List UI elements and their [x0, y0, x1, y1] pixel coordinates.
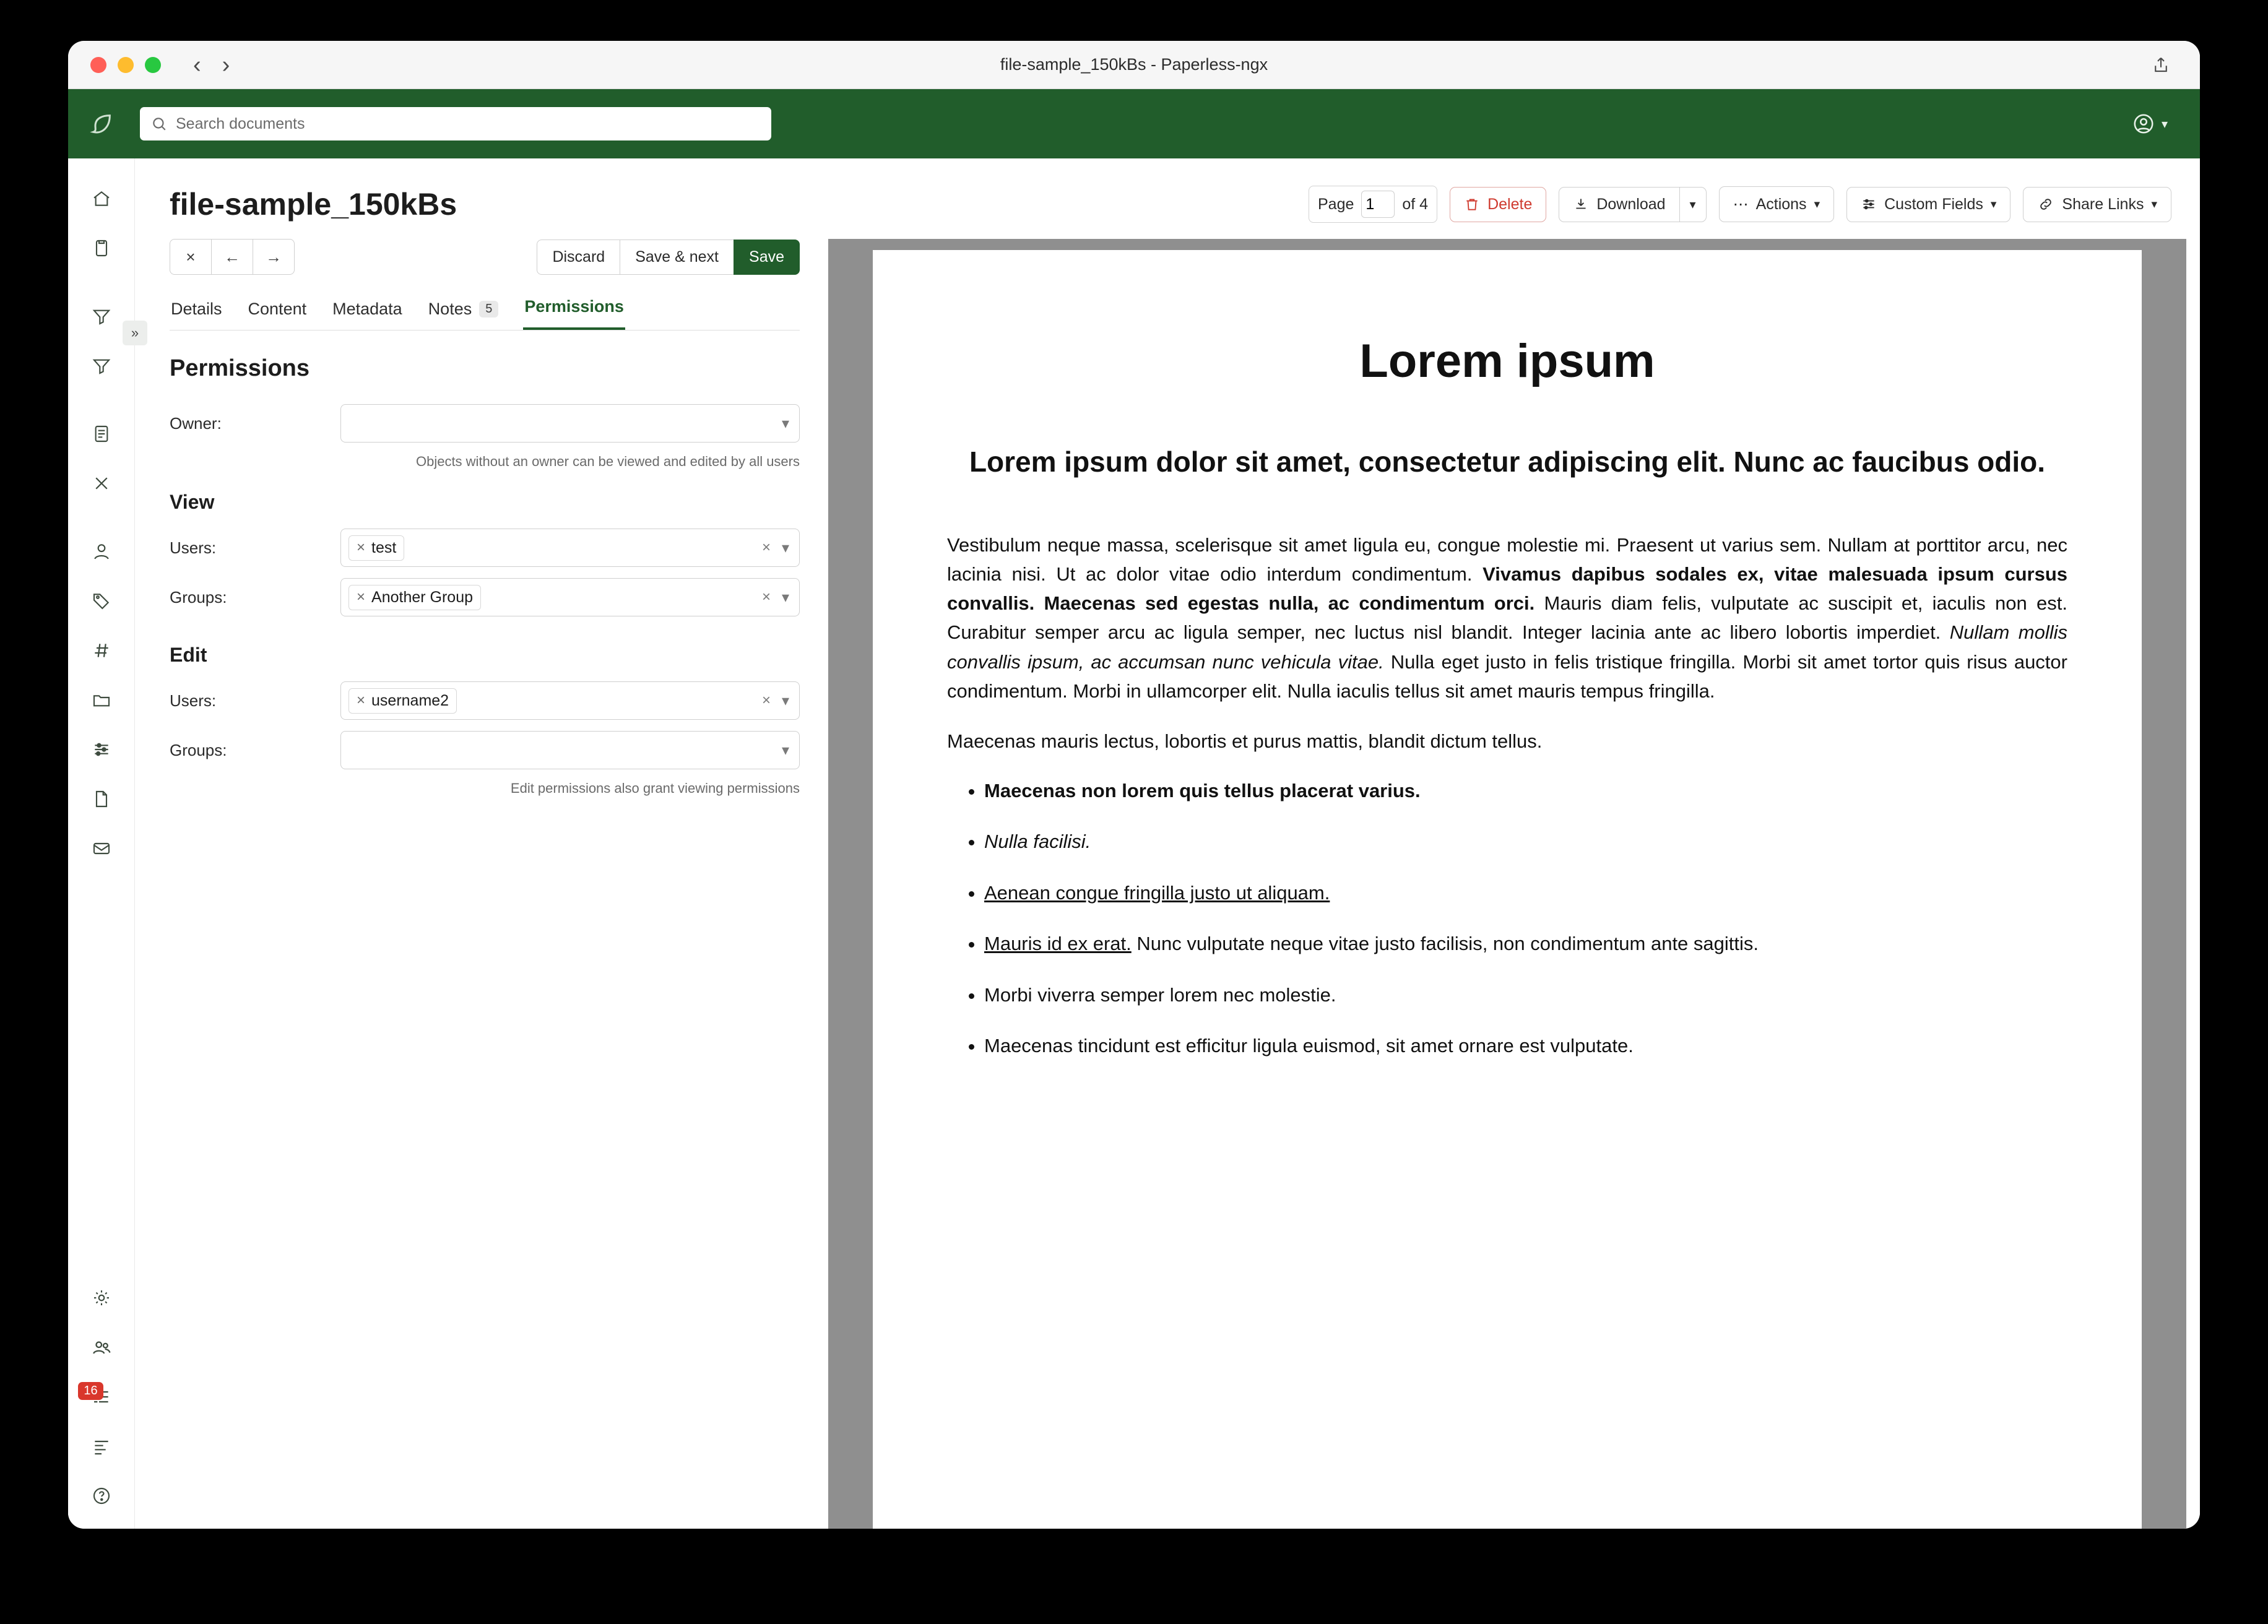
- sidebar-item-documentation[interactable]: [85, 1479, 118, 1513]
- view-users-select[interactable]: [340, 529, 800, 567]
- documents-icon: [92, 238, 111, 258]
- funnel-outline-icon: [92, 356, 111, 376]
- save-button-group: [537, 240, 800, 275]
- next-document-button[interactable]: →: [253, 239, 295, 275]
- chevron-down-icon[interactable]: ▾: [781, 415, 789, 432]
- p1-part-b: Mauris diam felis, vulputate ac suscipit et, iaculis non est. Curabitur semper arcu ac ligula semper, nec luctus nisl blandit. Integer lacinia ante ac libero lobortis imperdiet.: [947, 592, 2067, 644]
- document-edit-panel: [135, 239, 828, 1529]
- document-preview[interactable]: [828, 239, 2186, 1529]
- sidebar-expand-button[interactable]: »: [123, 321, 147, 345]
- bullet-text: Aenean congue fringilla justo ut aliquam.: [984, 881, 1330, 904]
- close-document-button[interactable]: ×: [170, 239, 212, 275]
- page-total-label: of 4: [1402, 195, 1429, 213]
- list-item: [984, 981, 2067, 1010]
- clear-icon[interactable]: ×: [761, 589, 771, 605]
- chevron-down-icon[interactable]: ▾: [781, 589, 789, 606]
- owner-label: Owner:: [170, 413, 222, 433]
- back-icon[interactable]: ‹: [193, 51, 201, 78]
- chevron-down-icon: ▾: [1814, 197, 1820, 211]
- folder-icon: [92, 690, 111, 710]
- tab-details-label: Details: [171, 300, 222, 318]
- tab-content[interactable]: [247, 296, 308, 330]
- bullet-text: Morbi viverra semper lorem nec molestie.: [984, 983, 1336, 1006]
- owner-select[interactable]: [340, 404, 800, 443]
- sliders-icon: [1861, 196, 1877, 212]
- view-groups-select[interactable]: [340, 578, 800, 616]
- view-users-label: Users:: [170, 538, 217, 557]
- sidebar-item-documents[interactable]: [85, 231, 118, 265]
- list-item: [984, 879, 2067, 908]
- page-title: file-sample_150kBs: [170, 187, 457, 222]
- list-item: [984, 930, 2067, 959]
- chip-label: username2: [371, 691, 449, 709]
- view-groups-label: Groups:: [170, 587, 227, 607]
- preview-paragraph-2: Maecenas mauris lectus, lobortis et purus mattis, blandit dictum tellus.: [947, 730, 1543, 752]
- window-controls[interactable]: [90, 57, 161, 73]
- custom-fields-button[interactable]: [1846, 187, 2010, 222]
- sidebar-item-filter[interactable]: [85, 349, 118, 382]
- title-bar: [68, 41, 2200, 89]
- people-icon: [91, 1337, 112, 1358]
- chip-remove-icon[interactable]: ×: [357, 589, 366, 605]
- list-item: [984, 827, 2067, 857]
- p1-bold: Vivamus dapibus sodales ex, vitae malesuada ipsum cursus convallis. Maecenas sed egestas nulla, ac condimentum orci.: [947, 563, 2068, 615]
- window-title: file-sample_150kBs - Paperless-ngx: [1000, 55, 1268, 74]
- envelope-icon: [92, 839, 111, 858]
- edit-groups-row: [170, 731, 800, 769]
- edit-helper-text: Edit permissions also grant viewing permissions: [510, 780, 800, 796]
- delete-label: Delete: [1487, 195, 1533, 213]
- notes-count-badge: 5: [479, 301, 498, 317]
- paperless-leaf-icon[interactable]: [68, 111, 135, 136]
- sidebar-item-saved-views[interactable]: [85, 300, 118, 333]
- p1-part-a: Vestibulum neque massa, scelerisque sit amet ligula eu, congue molestie mi. Praesent ut varius sem. Nullam at porttitor arcu, nec lacinia nisi. Ut ac dolor vitae odio interdum condimentum.: [947, 534, 2067, 585]
- edit-groups-label: Groups:: [170, 740, 227, 759]
- main-region: [135, 158, 2200, 1529]
- sidebar-item-file-tasks[interactable]: [85, 782, 118, 816]
- chip-view-user[interactable]: [348, 535, 404, 561]
- bullet-text: Nulla facilisi.: [984, 831, 1091, 853]
- close-icon: [92, 474, 111, 493]
- sidebar-rail: [68, 158, 139, 1529]
- file-earmark-icon: [92, 789, 111, 809]
- file-text-icon: [92, 424, 111, 444]
- home-icon: [92, 189, 111, 209]
- chip-remove-icon[interactable]: ×: [357, 539, 366, 556]
- share-links-button[interactable]: [2023, 187, 2171, 222]
- chevron-down-icon[interactable]: ▾: [781, 539, 789, 556]
- edit-users-row: [170, 681, 800, 720]
- tab-notes[interactable]: [427, 296, 500, 330]
- share-links-label: Share Links: [2062, 195, 2144, 213]
- view-groups-controls[interactable]: [762, 589, 792, 607]
- download-dropdown-toggle[interactable]: [1679, 187, 1707, 222]
- sidebar-item-close-document[interactable]: [85, 467, 118, 500]
- edit-users-select[interactable]: [340, 681, 800, 720]
- edit-heading: Edit: [170, 644, 207, 666]
- list-item: [984, 777, 2067, 806]
- chevron-down-icon[interactable]: ▾: [781, 741, 789, 759]
- chevron-down-icon: ▾: [1689, 197, 1696, 212]
- custom-fields-label: Custom Fields: [1884, 195, 1983, 213]
- list-item: [984, 1032, 2067, 1061]
- gear-icon: [92, 1288, 111, 1308]
- pdf-page: [873, 250, 2142, 1529]
- tasks-badge: 16: [78, 1382, 103, 1400]
- close-window-button[interactable]: [90, 57, 106, 73]
- sidebar-item-correspondents[interactable]: [85, 535, 118, 568]
- previous-document-button[interactable]: ←: [211, 239, 253, 275]
- sidebar-item-users-groups[interactable]: [85, 1331, 118, 1364]
- document-nav-buttons: [170, 239, 295, 275]
- document-header: [135, 158, 2200, 223]
- bullet-text-rest: Nunc vulputate neque vitae justo facilisis, non condimentum ante sagittis.: [1131, 933, 1759, 955]
- owner-helper-text: Objects without an owner can be viewed and edited by all users: [415, 454, 800, 469]
- page-label: Page: [1317, 195, 1354, 213]
- chip-edit-user[interactable]: [348, 688, 457, 714]
- bullet-text: Maecenas non lorem quis tellus placerat varius.: [984, 779, 1421, 801]
- p1-part-c: Nulla eget justo in felis tristique fringilla. Morbi sit amet tortor quis risus auctor condimentum. Morbi in ullamcorper elit. Nulla iaculis tellus sit amet mauris tempus fringilla.: [947, 650, 2067, 702]
- page-number-input[interactable]: [1361, 191, 1395, 218]
- sidebar-item-dashboard[interactable]: [85, 182, 118, 215]
- view-users-row: [170, 529, 800, 567]
- save-and-next-button[interactable]: Save & next: [620, 240, 734, 275]
- chip-label: Another Group: [371, 588, 474, 606]
- actions-label: Actions: [1755, 195, 1807, 213]
- app-body: [68, 158, 2200, 1529]
- user-menu[interactable]: [2132, 112, 2168, 136]
- p1-italic: Nullam mollis convallis ipsum, ac accumsan nunc vehicula vitae.: [947, 621, 2067, 673]
- sidebar-item-document-types[interactable]: [85, 634, 118, 667]
- sidebar-item-open-document[interactable]: [85, 417, 118, 451]
- search-placeholder: Search documents: [176, 114, 305, 132]
- delete-button[interactable]: [1450, 187, 1546, 222]
- view-groups-row: [170, 578, 800, 616]
- preview-paragraph-1: [947, 530, 2067, 706]
- tab-details[interactable]: [170, 296, 223, 330]
- permissions-heading: Permissions: [170, 355, 309, 381]
- chip-view-group[interactable]: [348, 585, 481, 610]
- preview-bullet-list: [947, 777, 2067, 1061]
- actions-button[interactable]: [1719, 186, 1835, 222]
- sidebar-item-tags[interactable]: [85, 584, 118, 618]
- sidebar-item-settings[interactable]: [85, 1281, 118, 1315]
- hash-icon: [92, 641, 111, 660]
- editor-action-row: [170, 239, 800, 275]
- app-window: [68, 41, 2200, 1529]
- download-label: Download: [1596, 195, 1666, 213]
- page-selector[interactable]: [1309, 186, 1437, 223]
- bullet-text: Maecenas tincidunt est efficitur ligula euismod, sit amet ornare est vulputate.: [984, 1035, 1634, 1057]
- preview-title: Lorem ipsum: [1359, 335, 1655, 387]
- search-icon: [151, 116, 167, 132]
- tab-metadata-label: Metadata: [332, 300, 402, 318]
- chevron-down-icon: ▾: [1990, 197, 1997, 211]
- tab-content-label: Content: [248, 300, 307, 318]
- bullet-text-underline: Mauris id ex erat.: [984, 933, 1132, 955]
- tab-notes-label: Notes: [428, 300, 472, 318]
- save-button[interactable]: Save: [734, 240, 800, 275]
- preview-subtitle: Lorem ipsum dolor sit amet, consectetur adipiscing elit. Nunc ac faucibus odio.: [969, 446, 2046, 478]
- sidebar-item-logs[interactable]: [85, 1430, 118, 1463]
- download-icon: [1573, 196, 1589, 212]
- download-split-button[interactable]: [1559, 187, 1706, 222]
- trash-icon: [1464, 196, 1480, 212]
- edit-users-controls[interactable]: [762, 692, 792, 710]
- chip-remove-icon[interactable]: ×: [357, 692, 366, 709]
- app-header: [68, 89, 2200, 158]
- tab-permissions[interactable]: [523, 293, 625, 330]
- edit-groups-select[interactable]: [340, 731, 800, 769]
- ellipsis-icon: ⋯: [1733, 196, 1749, 213]
- tab-metadata[interactable]: [331, 296, 404, 330]
- chevron-down-icon[interactable]: ▾: [781, 692, 789, 709]
- discard-button[interactable]: Discard: [537, 240, 620, 275]
- forward-icon[interactable]: ›: [222, 51, 230, 78]
- view-users-controls[interactable]: [762, 539, 792, 557]
- view-heading: View: [170, 491, 215, 513]
- account-icon: [2132, 112, 2155, 136]
- minimize-window-button[interactable]: [118, 57, 134, 73]
- funnel-icon: [92, 306, 111, 326]
- sidebar-item-storage-paths[interactable]: [85, 683, 118, 717]
- sliders-icon: [92, 740, 111, 759]
- chip-label: test: [371, 538, 397, 556]
- owner-row: [170, 404, 800, 443]
- person-icon: [92, 542, 111, 561]
- question-circle-icon: [92, 1486, 111, 1506]
- chevron-down-icon: ▾: [2151, 197, 2157, 211]
- clear-icon[interactable]: ×: [761, 539, 771, 556]
- tag-icon: [92, 591, 111, 611]
- sidebar-item-custom-fields[interactable]: [85, 733, 118, 766]
- link-icon: [2037, 196, 2054, 212]
- content-split: [135, 223, 2200, 1529]
- sidebar-bottom-group: [68, 1281, 134, 1513]
- edit-users-label: Users:: [170, 691, 217, 710]
- clear-icon[interactable]: ×: [761, 692, 771, 709]
- share-icon[interactable]: [2152, 56, 2170, 74]
- search-input[interactable]: [140, 107, 771, 140]
- editor-tabs: [170, 293, 800, 330]
- tab-permissions-label: Permissions: [524, 297, 624, 316]
- maximize-window-button[interactable]: [145, 57, 161, 73]
- text-left-icon: [92, 1436, 111, 1456]
- download-button[interactable]: [1559, 187, 1679, 222]
- document-toolbar: [1309, 186, 2171, 223]
- sidebar-item-tasks[interactable]: [85, 1380, 118, 1414]
- chevron-down-icon: ▾: [2161, 117, 2168, 131]
- sidebar-item-mail[interactable]: [85, 832, 118, 865]
